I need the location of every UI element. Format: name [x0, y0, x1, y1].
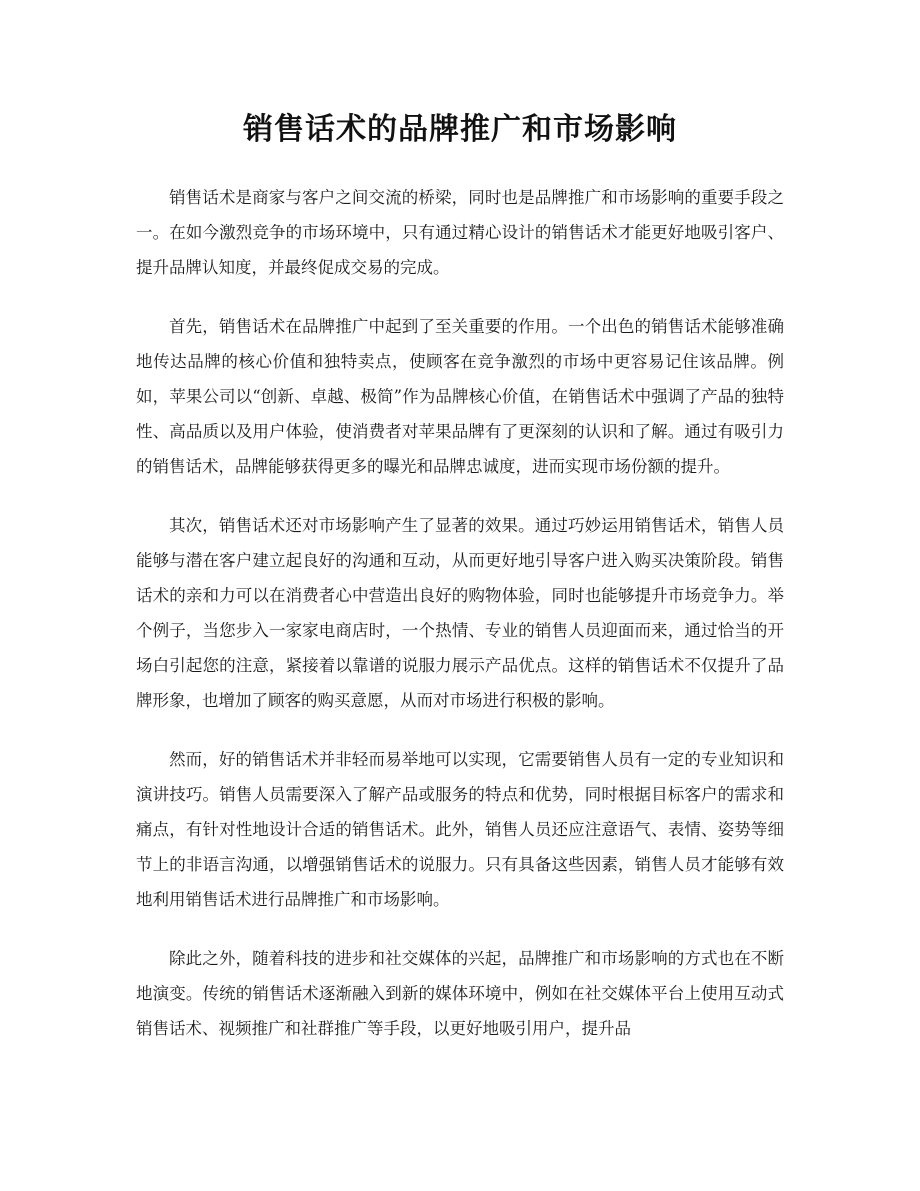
document-body: [136, 180, 784, 1070]
paragraph-4: 然而，好的销售话术并非轻而易举地可以实现，它需要销售人员有一定的专业知识和演讲技巧。销售人员需要深入了解产品或服务的特点和优势，同时根据目标客户的需求和痛点，有针对性地设计合适的销售话术。此外，销售人员还应注意语气、表情、姿势等细节上的非语言沟通，以增强销售话术的说服力。只有具备这些因素，销售人员才能够有效地利用销售话术进行品牌推广和市场影响。: [136, 750, 784, 909]
paragraph-5: 除此之外，随着科技的进步和社交媒体的兴起，品牌推广和市场影响的方式也在不断地演变。传统的销售话术逐渐融入到新的媒体环境中，例如在社交媒体平台上使用互动式销售话术、视频推广和社群推广等手段，以更好地吸引用户，提升品: [136, 949, 784, 1038]
document-title: 销售话术的品牌推广和市场影响: [243, 112, 677, 147]
paragraph-2: 首先，销售话术在品牌推广中起到了至关重要的作用。一个出色的销售话术能够准确地传达品牌的核心价值和独特卖点，使顾客在竞争激烈的市场中更容易记住该品牌。例如，苹果公司以“创新、卓越、极简”作为品牌核心价值，在销售话术中强调了产品的独特性、高品质以及用户体验，使消费者对苹果品牌有了更深刻的认识和了解。通过有吸引力的销售话术，品牌能够获得更多的曝光和品牌忠诚度，进而实现市场份额的提升。: [136, 317, 784, 476]
paragraph-1: 销售话术是商家与客户之间交流的桥梁，同时也是品牌推广和市场影响的重要手段之一。在如今激烈竞争的市场环境中，只有通过精心设计的销售话术才能更好地吸引客户、提升品牌认知度，并最终促成交易的完成。: [136, 188, 784, 277]
paragraph-3: 其次，销售话术还对市场影响产生了显著的效果。通过巧妙运用销售话术，销售人员能够与潜在客户建立起良好的沟通和互动，从而更好地引导客户进入购买决策阶段。销售话术的亲和力可以在消费者心中营造出良好的购物体验，同时也能够提升市场竞争力。举个例子，当您步入一家家电商店时，一个热情、专业的销售人员迎面而来，通过恰当的开场白引起您的注意，紧接着以靠谱的说服力展示产品优点。这样的销售话术不仅提升了品牌形象，也增加了顾客的购买意愿，从而对市场进行积极的影响。: [136, 516, 784, 710]
